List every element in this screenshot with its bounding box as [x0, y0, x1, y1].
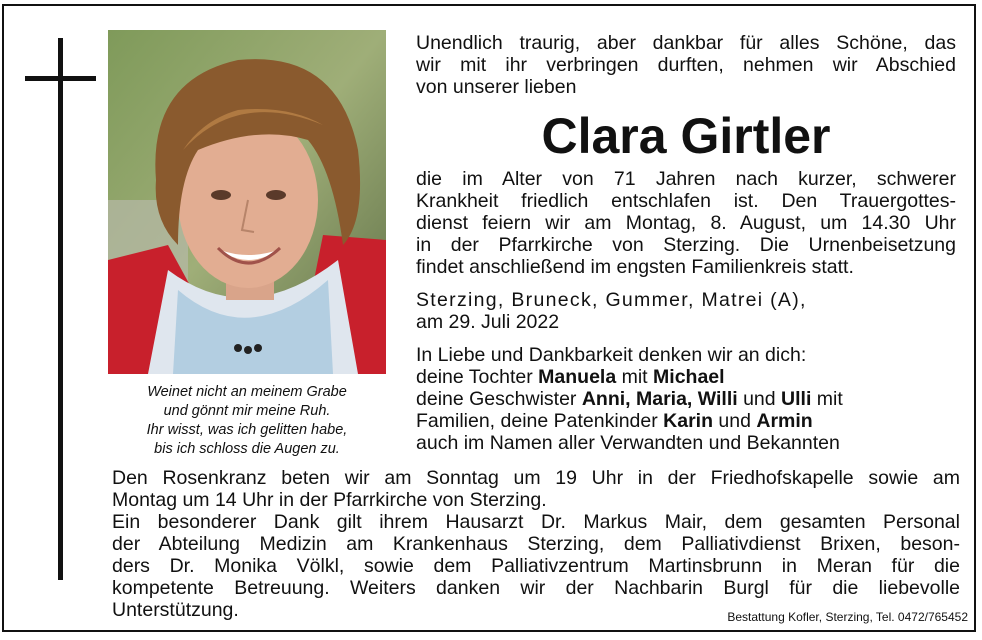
- details-line: die im Alter von 71 Jahren nach kurzer, schwerer: [416, 168, 956, 190]
- poem-line: bis ich schloss die Augen zu.: [154, 441, 340, 457]
- details-line: Krankheit friedlich entschlafen ist. Den Trauergottes-: [416, 190, 956, 212]
- rosary-line: Den Rosenkranz beten wir am Sonntag um 19 Uhr in der Friedhofskapelle sowie am: [112, 467, 960, 489]
- thanks-line: Unterstützung.: [112, 599, 239, 621]
- mourners: [416, 344, 956, 454]
- rosary-text: [112, 467, 960, 511]
- thanks-line: der Abteilung Medizin am Krankenhaus Sterzing, dem Palliativdienst Brixen, beson-: [112, 533, 960, 555]
- mourners-line: auch im Namen aller Verwandten und Bekannten: [416, 432, 840, 454]
- intro-line: Unendlich traurig, aber dankbar für alles Schöne, das: [416, 32, 956, 54]
- intro-line: von unserer lieben: [416, 76, 577, 98]
- date-line: am 29. Juli 2022: [416, 311, 560, 333]
- mourners-line: Familien, deine Patenkinder Karin und Armin: [416, 410, 813, 432]
- place-date: [416, 289, 956, 333]
- poem-line: und gönnt mir meine Ruh.: [163, 403, 331, 419]
- poem: [108, 383, 386, 459]
- funeral-home-credit: Bestattung Kofler, Sterzing, Tel. 0472/765452: [727, 610, 968, 624]
- mourners-line: deine Tochter Manuela mit Michael: [416, 366, 725, 388]
- thanks-line: ders Dr. Monika Völkl, sowie dem Palliativzentrum Martinsbrunn in Meran für die: [112, 555, 960, 577]
- details-text: [416, 168, 956, 278]
- mourners-line: deine Geschwister Anni, Maria, Willi und Ulli mit: [416, 388, 843, 410]
- details-line: dienst feiern wir am Montag, 8. August, um 14.30 Uhr: [416, 212, 956, 234]
- poem-line: Weinet nicht an meinem Grabe: [147, 384, 347, 400]
- thanks-line: kompetente Betreuung. Weiters danken wir der Nachbarin Burgl für die liebevolle: [112, 577, 960, 599]
- mourners-intro: In Liebe und Dankbarkeit denken wir an dich:: [416, 344, 807, 366]
- thanks-text: [112, 511, 960, 621]
- details-line: findet anschließend im engsten Familienkreis statt.: [416, 256, 854, 278]
- intro-text: [416, 32, 956, 98]
- poem-line: Ihr wisst, was ich gelitten habe,: [146, 422, 348, 438]
- places-line: Sterzing, Bruneck, Gummer, Matrei (A),: [416, 289, 807, 311]
- portrait-photo: [108, 30, 386, 374]
- deceased-name: Clara Girtler: [541, 108, 831, 164]
- rosary-line: Montag um 14 Uhr in der Pfarrkirche von Sterzing.: [112, 489, 547, 511]
- thanks-line: Ein besonderer Dank gilt ihrem Hausarzt Dr. Markus Mair, dem gesamten Personal: [112, 511, 960, 533]
- details-line: in der Pfarrkirche von Sterzing. Die Urnenbeisetzung: [416, 234, 956, 256]
- intro-line: wir mit ihr verbringen durften, nehmen wir Abschied: [416, 54, 956, 76]
